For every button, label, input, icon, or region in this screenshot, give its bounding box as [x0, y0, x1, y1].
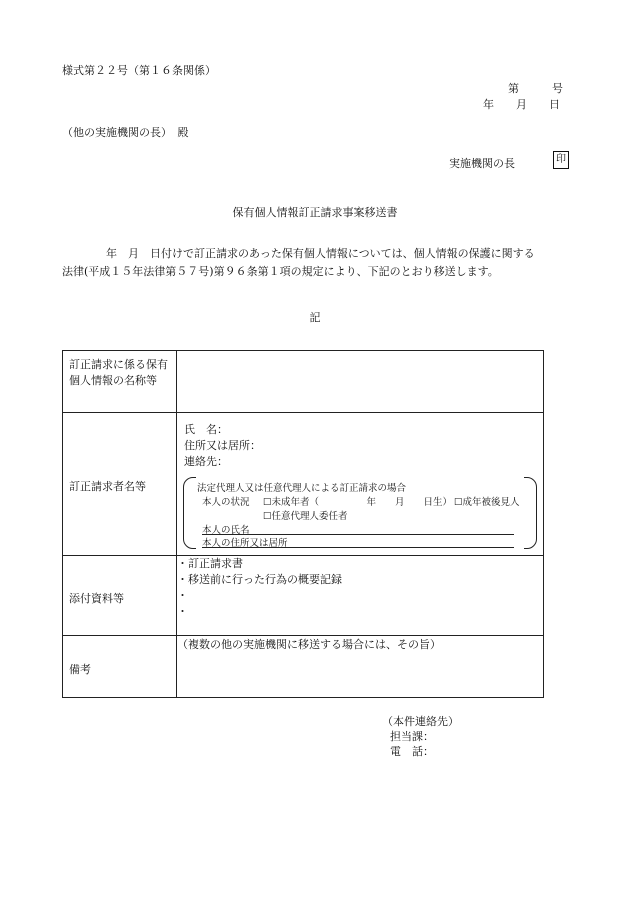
- attachment-item: ・: [177, 605, 188, 618]
- attachments-cell: [177, 556, 544, 636]
- agent-heading: 法定代理人又は任意代理人による訂正請求の場合: [197, 483, 407, 494]
- sender: 実施機関の長: [449, 157, 515, 170]
- seal-box: 印: [553, 151, 569, 169]
- document-title: 保有個人情報訂正請求事案移送書: [232, 206, 398, 219]
- table-row: [63, 636, 544, 698]
- table-row: [63, 413, 544, 556]
- contact-dept: 担当課：: [390, 730, 434, 743]
- principal-address: 本人の住所又は居所: [202, 538, 288, 549]
- requester-cell: [177, 413, 544, 556]
- body-line-1: 年 月 日付けで訂正請求のあった保有個人情報については、個人情報の保護に関する: [106, 247, 535, 260]
- attachment-item: ・移送前に行った行為の概要記録: [177, 573, 342, 586]
- row-label-info-name: 訂正請求に係る保有個人情報の名称等: [63, 351, 177, 413]
- ki-heading: 記: [309, 311, 321, 324]
- table-row: [63, 556, 544, 636]
- form-number: 様式第２２号（第１６条関係）: [62, 64, 216, 77]
- contact-heading: （本件連絡先）: [382, 715, 459, 728]
- contact-block: [382, 714, 459, 759]
- row-label-requester: 訂正請求者名等: [63, 413, 177, 556]
- addressee: （他の実施機関の長） 殿: [62, 126, 189, 139]
- option-minor: ☐未成年者（ 年 月 日生）: [263, 497, 453, 508]
- row-label-attachments: 添付資料等: [63, 556, 177, 636]
- principal-address-line: [202, 533, 514, 548]
- row-label-remarks: 備考: [63, 636, 177, 698]
- option-voluntary-agent: ☐任意代理人委任者: [263, 511, 348, 522]
- attachment-item: ・訂正請求書: [177, 557, 243, 570]
- option-adult-ward: ☐成年被後見人: [454, 497, 520, 508]
- table-row: [63, 351, 544, 413]
- attachment-item: ・: [177, 589, 188, 602]
- requester-address: 住所又は居所：: [184, 439, 261, 452]
- body-text: [62, 245, 568, 281]
- status-label: 本人の状況: [202, 497, 250, 508]
- body-line-2: 法律(平成１５年法律第５７号)第９６条第１項の規定により、下記のとおり移送します。: [62, 265, 499, 278]
- requester-name: 氏 名：: [184, 423, 228, 436]
- document-date: 年 月 日: [483, 98, 560, 111]
- remarks-cell: （複数の他の実施機関に移送する場合には、その旨）: [177, 636, 544, 698]
- contact-phone: 電 話：: [390, 745, 434, 758]
- requester-contact: 連絡先：: [184, 455, 228, 468]
- info-name-cell: [177, 351, 544, 413]
- transfer-table: [62, 350, 544, 698]
- document-number: 第 号: [508, 82, 563, 95]
- principal-name: 本人の氏名: [202, 525, 250, 536]
